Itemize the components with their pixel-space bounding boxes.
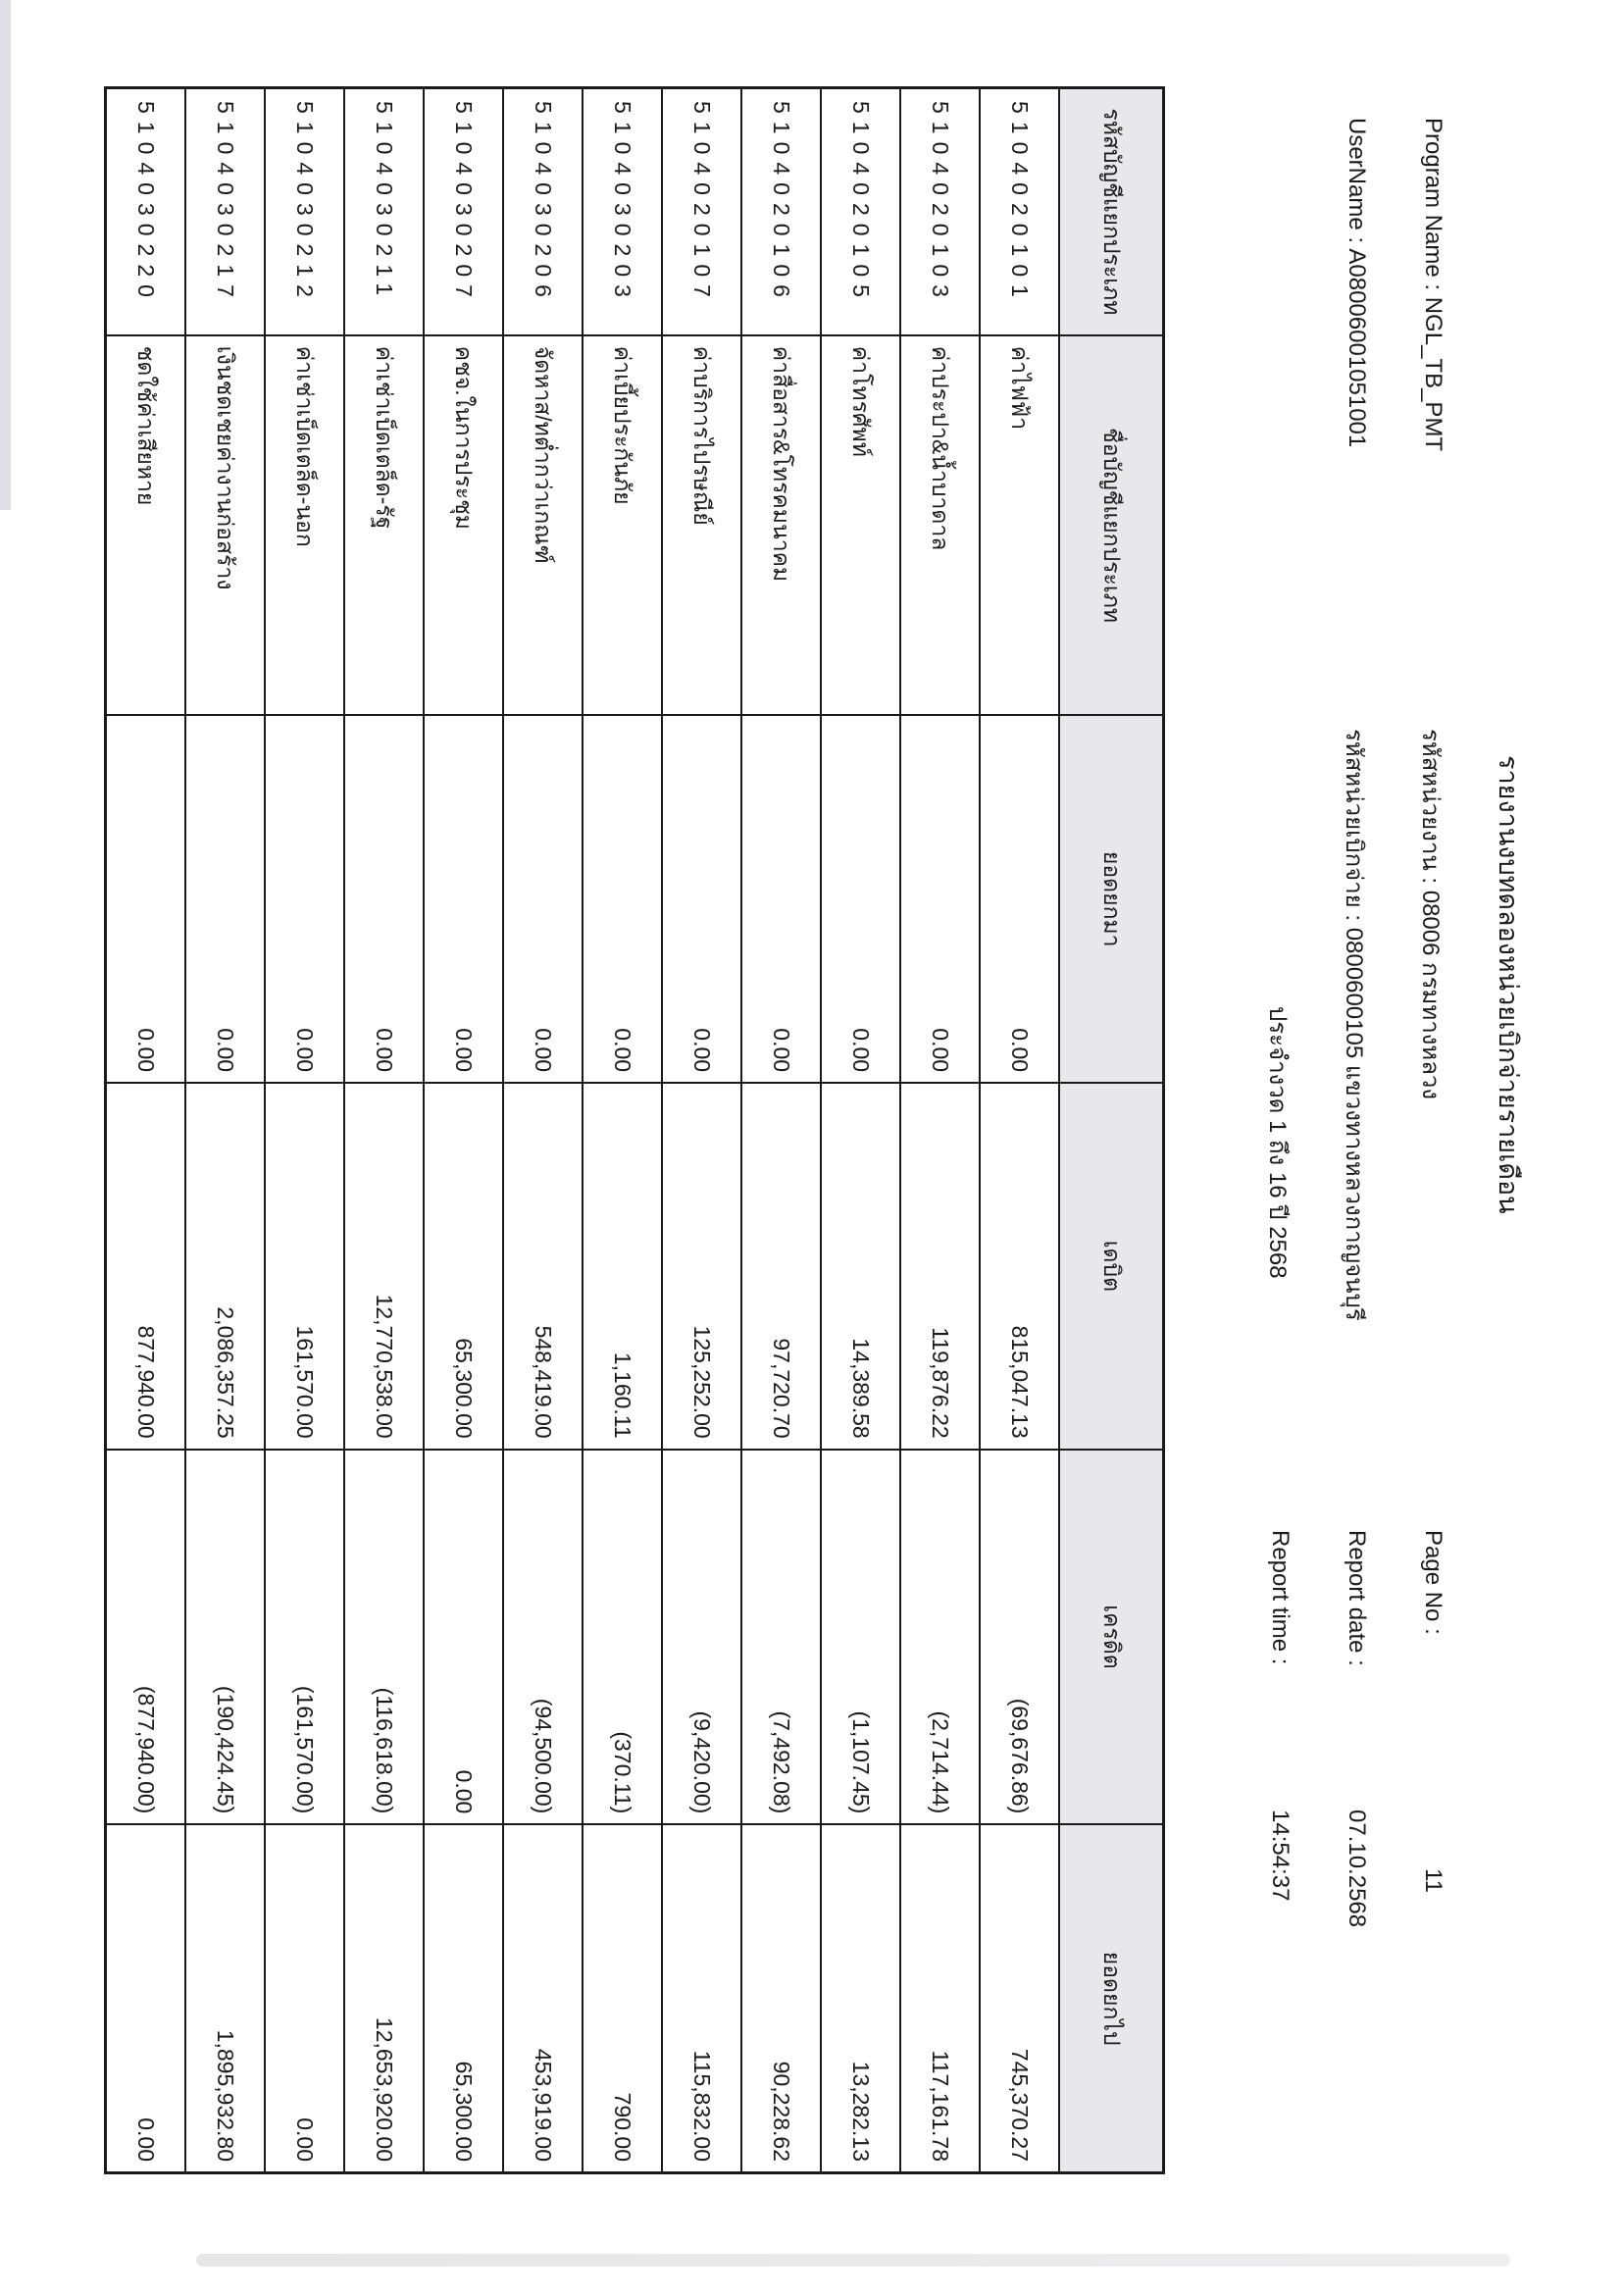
pay-unit-line: รหัสหน่วยเบิกจ่าย : 0800600105 แขวงทางหลวงกาญจนบุรี: [1341, 729, 1367, 1321]
program-name: Program Name : NGL_TB_PMT: [1420, 118, 1446, 452]
debit-amount: 125,252.00: [663, 1082, 740, 1449]
closing-balance: 1,895,932.80: [186, 1823, 264, 2171]
closing-balance: 115,832.00: [663, 1823, 740, 2171]
account-name: ค่าบริการไปรษณีย์: [663, 334, 740, 715]
credit-amount: (9,420.00): [663, 1449, 740, 1824]
column-header-name: ชื่อบัญชีแยกประเภท: [1060, 334, 1162, 715]
closing-balance: 12,653,920.00: [345, 1823, 423, 2171]
account-code: 5104020101: [1007, 101, 1033, 305]
credit-amount: (94,500.00): [504, 1449, 582, 1824]
opening-balance: 0.00: [504, 714, 582, 1082]
column-header-end: ยอดยกไป: [1060, 1823, 1162, 2171]
column-header-credit: เครดิต: [1060, 1449, 1162, 1824]
account-code: 5104020103: [928, 101, 953, 305]
account-name: คชจ.ในการประชุม: [425, 334, 502, 715]
closing-balance: 0.00: [107, 1823, 184, 2171]
credit-amount: (69,676.86): [981, 1449, 1058, 1824]
opening-balance: 0.00: [345, 714, 423, 1082]
opening-balance: 0.00: [186, 714, 264, 1082]
credit-amount: (2,714.44): [901, 1449, 979, 1824]
closing-balance: 0.00: [266, 1823, 343, 2171]
account-name: ค่าเช่าเบ็ดเตล็ด-รัฐ: [345, 334, 423, 715]
debit-amount: 14,389.58: [822, 1082, 899, 1449]
column-header-debit: เดบิต: [1060, 1082, 1162, 1449]
opening-balance: 0.00: [584, 714, 661, 1082]
account-name: ค่าเช่าเบ็ดเตล็ด-นอก: [266, 334, 343, 715]
closing-balance: 790.00: [584, 1823, 661, 2171]
table-row: [663, 89, 742, 2171]
table-row: [901, 89, 981, 2171]
debit-amount: 548,419.00: [504, 1082, 582, 1449]
account-name: เงินชดเชยค่างานก่อสร้าง: [186, 334, 264, 715]
opening-balance: 0.00: [901, 714, 979, 1082]
report-time-label: Report time :: [1267, 1530, 1294, 1665]
report-date-value: 07.10.2568: [1344, 1810, 1370, 1928]
account-code: 5104030211: [372, 101, 397, 304]
account-name: ชดใช้ค่าเสียหาย: [107, 334, 184, 715]
account-code: 5104020105: [848, 101, 874, 305]
account-code: 5104030203: [610, 101, 635, 305]
closing-balance: 745,370.27: [981, 1823, 1058, 2171]
opening-balance: 0.00: [742, 714, 820, 1082]
debit-amount: 2,086,357.25: [186, 1082, 264, 1449]
column-header-code: รหัสบัญชีแยกประเภท: [1099, 108, 1125, 316]
credit-amount: (190,424.45): [186, 1449, 264, 1824]
account-name: ค่าไฟฟ้า: [981, 334, 1058, 715]
credit-amount: (1,107.45): [822, 1449, 899, 1824]
credit-amount: (7,492.08): [742, 1449, 820, 1824]
credit-amount: (116,618.00): [345, 1449, 423, 1824]
table-row: [425, 89, 504, 2171]
opening-balance: 0.00: [107, 714, 184, 1082]
table-row: [822, 89, 901, 2171]
user-name: UserName : A08006001051001: [1344, 118, 1370, 448]
account-name: ค่าประปา&น้ำบาดาล: [901, 334, 979, 715]
report-time-value: 14:54:37: [1267, 1810, 1294, 1902]
table-row: [345, 89, 425, 2171]
period-line: ประจำงวด 1 ถึง 16 ปี 2568: [1264, 1006, 1291, 1279]
opening-balance: 0.00: [425, 714, 502, 1082]
debit-amount: 877,940.00: [107, 1082, 184, 1449]
account-code: 5104020106: [769, 101, 794, 305]
table-row: [584, 89, 663, 2171]
opening-balance: 0.00: [663, 714, 740, 1082]
closing-balance: 65,300.00: [425, 1823, 502, 2171]
table-row: [266, 89, 345, 2171]
account-name: ค่าสื่อสาร&โทรคมนาคม: [742, 334, 820, 715]
table-row: [742, 89, 822, 2171]
scanner-edge-shadow: [0, 0, 11, 510]
opening-balance: 0.00: [822, 714, 899, 1082]
trial-balance-table: [104, 86, 1165, 2174]
credit-amount: (370.11): [584, 1449, 661, 1824]
agency-code-line: รหัสหน่วยงาน : 08006 กรมทางหลวง: [1417, 729, 1444, 1100]
account-code: 5104020107: [689, 101, 715, 305]
table-row: [504, 89, 584, 2171]
credit-amount: (877,940.00): [107, 1449, 184, 1824]
account-name: ค่าโทรศัพท์: [822, 334, 899, 715]
debit-amount: 815,047.13: [981, 1082, 1058, 1449]
table-header-row: [1060, 89, 1162, 2171]
account-name: จัดหาส/ทต่ำกว่าเกณฑ์: [504, 334, 582, 715]
closing-balance: 90,228.62: [742, 1823, 820, 2171]
scanner-smudge: [196, 2254, 1510, 2267]
debit-amount: 65,300.00: [425, 1082, 502, 1449]
account-code: 5104030212: [292, 101, 318, 305]
closing-balance: 453,919.00: [504, 1823, 582, 2171]
credit-amount: (161,570.00): [266, 1449, 343, 1824]
account-code: 5104030206: [531, 101, 556, 305]
column-header-begin: ยอดยกมา: [1060, 714, 1162, 1082]
debit-amount: 1,160.11: [584, 1082, 661, 1449]
account-code: 5104030207: [451, 101, 477, 305]
debit-amount: 119,876.22: [901, 1082, 979, 1449]
table-row: [981, 89, 1060, 2171]
account-code: 5104030217: [213, 101, 238, 305]
closing-balance: 117,161.78: [901, 1823, 979, 2171]
table-row: [107, 89, 186, 2171]
debit-amount: 97,720.70: [742, 1082, 820, 1449]
credit-amount: 0.00: [425, 1449, 502, 1824]
debit-amount: 161,570.00: [266, 1082, 343, 1449]
account-code: 5104030220: [133, 101, 159, 305]
page-no-label: Page No :: [1420, 1530, 1446, 1635]
page-no-value: 11: [1420, 1868, 1446, 1893]
opening-balance: 0.00: [266, 714, 343, 1082]
account-name: ค่าเบี้ยประกันภัย: [584, 334, 661, 715]
debit-amount: 12,770,538.00: [345, 1082, 423, 1449]
closing-balance: 13,282.13: [822, 1823, 899, 2171]
report-date-label: Report date :: [1344, 1530, 1370, 1666]
table-row: [186, 89, 266, 2171]
report-title: รายงานงบทดลองหน่วยเบิกจ่ายรายเดือน: [1494, 755, 1523, 1214]
opening-balance: 0.00: [981, 714, 1058, 1082]
